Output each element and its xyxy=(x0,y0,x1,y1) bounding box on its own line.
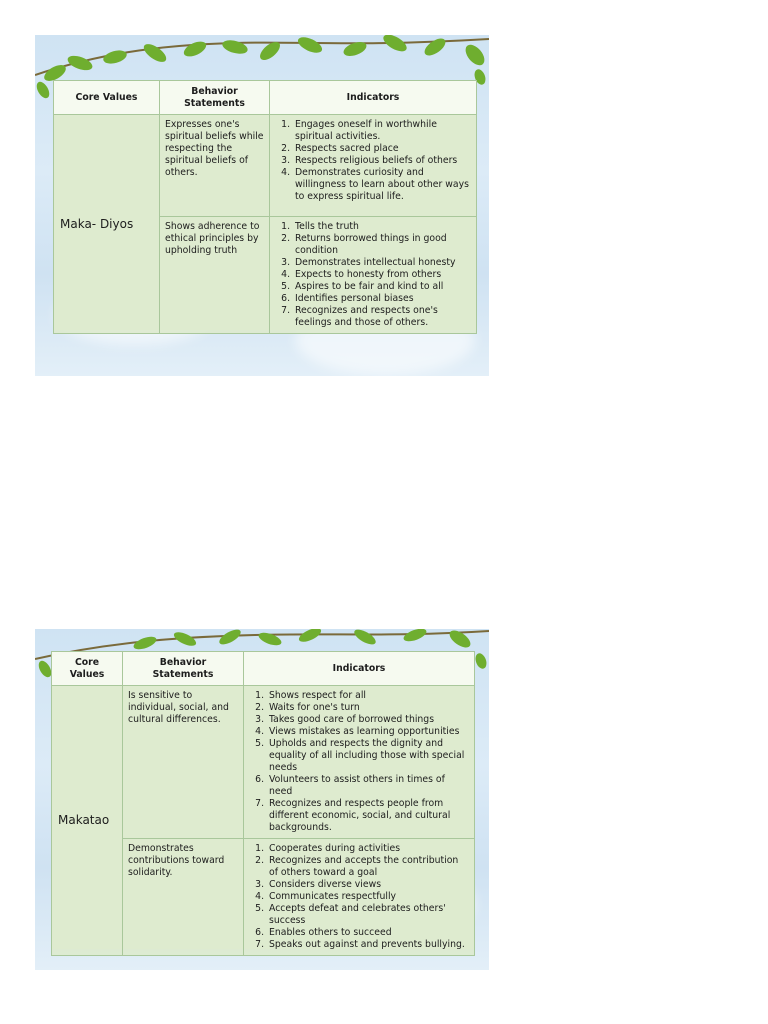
indicator-item: 6. Volunteers to assist others in times of need xyxy=(267,774,469,798)
indicator-item: 1. Tells the truth xyxy=(293,221,471,233)
core-value: Makatao xyxy=(52,686,123,956)
indicator-item: 1. Shows respect for all xyxy=(267,690,469,702)
indicator-item: 7. Recognizes and respects one's feelings and those of others. xyxy=(293,305,471,329)
header-behavior-statements: Behavior Statements xyxy=(160,81,270,115)
indicator-item: 2. Waits for one's turn xyxy=(267,702,469,714)
indicator-item: 5. Upholds and respects the dignity and equality of all including those with special needs xyxy=(267,738,469,774)
indicator-item: 2. Recognizes and accepts the contribution of others toward a goal xyxy=(267,855,469,879)
behavior-statement: Expresses one's spiritual beliefs while respecting the spiritual beliefs of others. xyxy=(160,115,270,217)
indicator-item: 4. Views mistakes as learning opportunities xyxy=(267,726,469,738)
core-value: Maka- Diyos xyxy=(54,115,160,334)
indicators-cell xyxy=(244,686,475,839)
behavior-statement: Is sensitive to individual, social, and cultural differences. xyxy=(123,686,244,839)
indicator-item: 4. Communicates respectfully xyxy=(267,891,469,903)
indicator-item: 6. Enables others to succeed xyxy=(267,927,469,939)
values-table xyxy=(53,80,477,330)
indicator-list xyxy=(249,843,469,951)
header-core-values: Core Values xyxy=(52,652,123,686)
slide-makatao xyxy=(35,629,489,970)
indicator-item: 4. Expects to honesty from others xyxy=(293,269,471,281)
header-indicators: Indicators xyxy=(270,81,477,115)
indicator-item: 3. Considers diverse views xyxy=(267,879,469,891)
indicator-item: 3. Takes good care of borrowed things xyxy=(267,714,469,726)
indicators-cell xyxy=(270,115,477,217)
indicator-item: 3. Respects religious beliefs of others xyxy=(293,155,471,167)
indicator-item: 5. Accepts defeat and celebrates others' success xyxy=(267,903,469,927)
header-indicators: Indicators xyxy=(244,652,475,686)
indicator-item: 5. Aspires to be fair and kind to all xyxy=(293,281,471,293)
indicator-item: 2. Returns borrowed things in good condition xyxy=(293,233,471,257)
indicator-item: 3. Demonstrates intellectual honesty xyxy=(293,257,471,269)
indicator-list xyxy=(275,221,471,329)
indicator-item: 1. Cooperates during activities xyxy=(267,843,469,855)
indicators-cell xyxy=(270,217,477,334)
values-table xyxy=(51,651,475,949)
indicators-cell xyxy=(244,839,475,956)
header-core-values: Core Values xyxy=(54,81,160,115)
indicator-list xyxy=(249,690,469,834)
indicator-item: 4. Demonstrates curiosity and willingness to learn about other ways to express spiritual life. xyxy=(293,167,471,203)
indicator-item: 1. Engages oneself in worthwhile spiritual activities. xyxy=(293,119,471,143)
indicator-item: 7. Speaks out against and prevents bullying. xyxy=(267,939,469,951)
header-behavior-statements: Behavior Statements xyxy=(123,652,244,686)
indicator-item: 2. Respects sacred place xyxy=(293,143,471,155)
indicator-item: 6. Identifies personal biases xyxy=(293,293,471,305)
behavior-statement: Demonstrates contributions toward solidarity. xyxy=(123,839,244,956)
indicator-item: 7. Recognizes and respects people from different economic, social, and cultural backgrounds. xyxy=(267,798,469,834)
behavior-statement: Shows adherence to ethical principles by upholding truth xyxy=(160,217,270,334)
slide-maka-diyos xyxy=(35,35,489,376)
indicator-list xyxy=(275,119,471,203)
